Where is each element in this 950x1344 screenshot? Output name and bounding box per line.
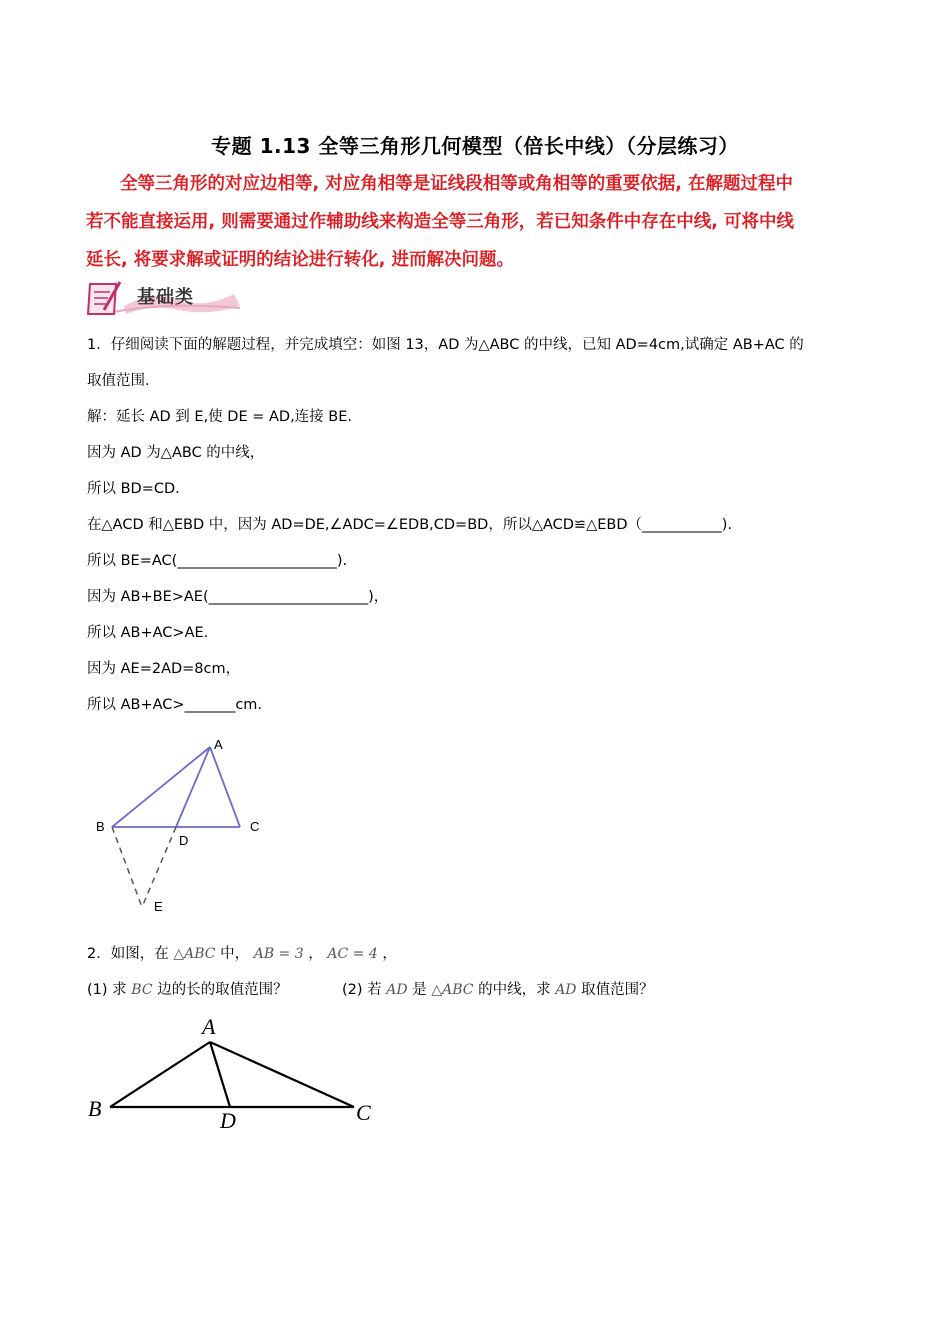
q2-text: (2) 若 (342, 982, 382, 998)
label-B: B (88, 1096, 102, 1121)
q2-math: AD (555, 982, 577, 998)
p2-text: ， (308, 946, 323, 962)
p2-math: △ABC (173, 946, 216, 962)
segment-AB (110, 1042, 210, 1107)
label-B: B (96, 819, 105, 834)
problem2-question-2 (342, 978, 654, 999)
intro-line: 若不能直接运用, 则需要通过作辅助线来构造全等三角形，若已知条件中存在中线, 可将中线 (86, 212, 794, 232)
page-title: 专题 1.13 全等三角形几何模型（倍长中线）（分层练习） (211, 134, 739, 158)
q2-text: 取值范围？ (581, 982, 654, 998)
segment-AC (210, 747, 240, 827)
figure-13-triangle (90, 735, 280, 915)
q1-text: 边的长的取值范围？ (157, 982, 288, 998)
q1-text: (1) 求 (87, 982, 127, 998)
q2-text: 的中线，求 (478, 982, 551, 998)
problem1-line: 所以 AB+AC>AE. (87, 625, 209, 641)
problem1-line: 1．仔细阅读下面的解题过程，并完成填空：如图 13，AD 为△ABC 的中线，已知 AD=4cm,试确定 AB+AC 的 (87, 337, 804, 353)
problem1-line: 所以 BE=AC(______________________). (87, 553, 348, 569)
problem1-line: 因为 AE=2AD=8cm， (87, 661, 241, 677)
label-C: C (356, 1100, 371, 1125)
segment-AD (176, 747, 210, 827)
label-A: A (202, 1014, 216, 1039)
q1-math: BC (131, 982, 153, 998)
p2-math: AC = 4 (327, 946, 378, 962)
problem1-line: 所以 AB+AC>_______cm. (87, 697, 263, 713)
problem1-line: 在△ACD 和△EBD 中，因为 AD=DE,∠ADC=∠EDB,CD=BD，所以△ACD≌△EBD（___________). (87, 517, 733, 533)
problem1-line: 解：延长 AD 到 E,使 DE = AD,连接 BE. (87, 409, 353, 425)
segment-DE (142, 827, 176, 907)
p2-math: AB = 3 (253, 946, 304, 962)
intro-line: 全等三角形的对应边相等, 对应角相等是证线段相等或角相等的重要依据, 在解题过程中 (120, 174, 793, 194)
intro-line: 延长, 将要求解或证明的结论进行转化, 进而解决问题。 (86, 250, 514, 270)
label-D: D (179, 833, 189, 848)
problem2-statement (87, 942, 397, 963)
segment-AB (112, 747, 210, 827)
label-E: E (154, 899, 163, 914)
p2-text: 中， (220, 946, 250, 962)
pen-notebook-icon (88, 282, 120, 314)
section-banner (84, 276, 244, 320)
q2-math: AD (386, 982, 408, 998)
figure-problem2-triangle (82, 1012, 382, 1137)
p2-text: ， (382, 946, 397, 962)
q2-math: △ABC (431, 982, 474, 998)
problem1-line: 因为 AD 为△ABC 的中线， (87, 445, 265, 461)
problem2-question-1 (87, 978, 288, 999)
problem1-line: 所以 BD=CD. (87, 481, 180, 497)
q2-text: 是 (412, 982, 427, 998)
segment-AD (210, 1042, 230, 1107)
label-A: A (214, 737, 223, 752)
problem1-line: 取值范围. (87, 373, 150, 389)
label-D: D (220, 1108, 236, 1133)
intro-paragraph (86, 165, 864, 279)
label-C: C (250, 819, 260, 834)
problem1-line: 因为 AB+BE>AE(______________________)， (87, 589, 389, 605)
section-label: 基础类 (137, 287, 194, 308)
segment-AC (210, 1042, 354, 1107)
segment-BE (112, 827, 142, 907)
p2-text: 2．如图，在 (87, 946, 169, 962)
